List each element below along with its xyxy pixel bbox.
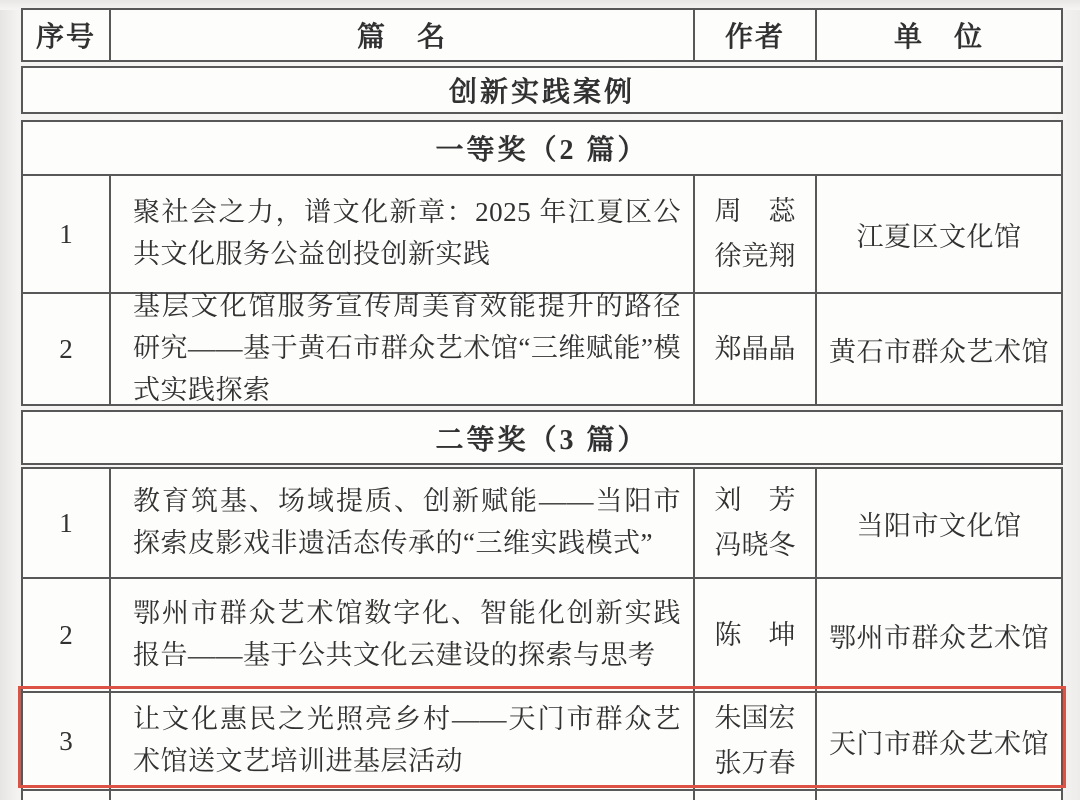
- row-authors: [695, 693, 817, 789]
- author-name: 刘 芳: [714, 485, 796, 516]
- row-index: 2: [23, 579, 111, 691]
- row-index: 1: [23, 469, 111, 577]
- award-header-first-prize: 一等奖（2 篇）: [21, 120, 1063, 176]
- row-title: [111, 579, 695, 691]
- row-unit: 黄石市群众艺术馆: [829, 336, 1049, 367]
- row-title: [111, 291, 695, 405]
- row-unit: 鄂州市群众艺术馆: [829, 622, 1049, 653]
- partial-cell: [23, 791, 111, 800]
- table-row: [23, 292, 1061, 404]
- row-title: [111, 469, 695, 577]
- title-text: 让文化惠民之光照亮乡村——天门市群众艺术馆送文艺培训进基层活动: [133, 704, 681, 776]
- column-header-index: 序号: [23, 10, 111, 60]
- table-row: [23, 577, 1061, 691]
- author-name: 徐竞翔: [714, 241, 796, 271]
- row-authors: [695, 579, 817, 691]
- row-unit: 天门市群众艺术馆: [829, 728, 1049, 759]
- category-header-row: 创新实践案例: [21, 66, 1063, 114]
- table-header-row: [21, 8, 1063, 62]
- partial-next-row: [21, 789, 1063, 800]
- author-name: 陈 坤: [714, 619, 796, 650]
- author-name: 冯晓冬: [714, 530, 796, 560]
- partial-cell: [111, 791, 695, 800]
- title-text: 鄂州市群众艺术馆数字化、智能化创新实践报告——基于公共文化云建设的探索与思考: [133, 598, 681, 670]
- second-prize-rows: [21, 467, 1063, 791]
- row-unit: 当阳市文化馆: [856, 510, 1022, 541]
- title-text: 教育筑基、场域提质、创新赋能——当阳市探索皮影戏非遗活态传承的“三维实践模式”: [133, 486, 681, 558]
- author-name: 朱国宏: [714, 703, 796, 734]
- column-header-author: 作者: [695, 10, 817, 60]
- author-name: 周 蕊: [714, 196, 796, 227]
- row-title: [111, 176, 695, 292]
- author-name: 张万春: [714, 748, 796, 778]
- partial-cell: [695, 791, 817, 800]
- title-text: 基层文化馆服务宣传周美育效能提升的路径研究——基于黄石市群众艺术馆“三维赋能”模式实践探索: [133, 291, 681, 405]
- table-row: [23, 469, 1061, 577]
- award-table: [21, 8, 1063, 800]
- row-authors: [695, 469, 817, 577]
- author-name: 郑晶晶: [714, 333, 796, 364]
- row-index: 2: [23, 294, 111, 404]
- row-title: [111, 693, 695, 789]
- column-header-title: 篇 名: [111, 10, 695, 60]
- partial-cell: [817, 791, 1061, 800]
- title-text: 聚社会之力，谱文化新章：2025 年江夏区公共文化服务公益创投创新实践: [133, 197, 681, 269]
- table-row: [23, 176, 1061, 292]
- column-header-unit: 单 位: [893, 22, 984, 53]
- award-header-second-prize: 二等奖（3 篇）: [21, 410, 1063, 465]
- row-index: 1: [23, 176, 111, 292]
- first-prize-rows: [21, 174, 1063, 406]
- row-authors: [695, 176, 817, 292]
- row-unit: 江夏区文化馆: [856, 221, 1022, 252]
- table-row-highlighted: [23, 691, 1061, 789]
- row-index: 3: [23, 693, 111, 789]
- row-authors: [695, 294, 817, 404]
